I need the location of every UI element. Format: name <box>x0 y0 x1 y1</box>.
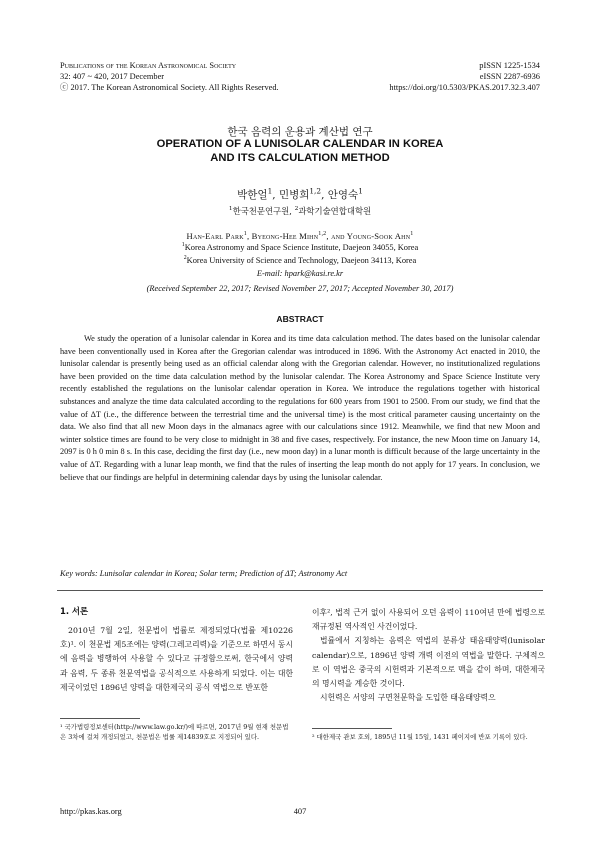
footnote-1: ¹ 국가법령정보센터(http://www.law.go.kr/)에 따르면, 2017년 9월 현재 천문법은 3차에 걸쳐 개정되었고, 천문법은 법률 제14839호로 지정되어 있다. <box>60 723 289 741</box>
abstract-text: We study the operation of a lunisolar calendar in Korea and its time data calculation method. The dates based on the lunisolar calendar have been conventionally used in Korea after the Gregorian calendar was introduced in 1896. With the Astronomy Act enacted in 2010, the lunisolar calendar is presently being used as an official calendar along with the Gregorian calendar. However, no institutionalized regulations have been provided on the time data calculation method by the lunisolar calendar. The Korea Astronomy and Space Science Institute very recently established the regulations on the lunisolar calendar operation in Korea. We introduce the regulations together with historical substances and analyze the time data calculated according to the regulations for 600 years from 1901 to 2500. From our study, we find that the value of ΔT (i.e., the difference between the terrestrial time and the universal time) is the most critical parameter causing uncertainty on the data. We also find that all new Moon days in the almanacs agree with our calculations since 1912. Meanwhile, we find that new Moon and winter solstice times are found to be very close to midnight in 38 and five cases, respectively. For instance, the new Moon time on January 14, 2097 is 0 h 0 min 8 s. In this case, deciding the first day (i.e., new moon day) in a lunar month is difficult because of the large uncertainty in the value of ΔT. Regarding with a lunar leap month, we find that the rules of inserting the leap month do not apply for 17 years. In conclusion, we believe that our findings are helpful in determining calendar days by using the lunisolar calendar. <box>60 334 540 482</box>
affil-ko-1: 한국천문연구원, <box>232 206 295 216</box>
sep: , <box>272 189 279 201</box>
sep: , <box>321 189 328 201</box>
doi-link[interactable]: https://doi.org/10.5303/PKAS.2017.32.3.407 <box>389 83 540 92</box>
author-en-3: Young-Sook Ahn <box>346 231 411 241</box>
pissn: pISSN 1225-1534 <box>479 61 540 70</box>
eissn: eISSN 2287-6936 <box>479 72 540 81</box>
received-dates: (Received September 22, 2017; Revised November 27, 2017; Accepted November 30, 2017) <box>146 284 454 293</box>
abstract-heading: ABSTRACT <box>276 314 324 324</box>
author-en-2: Byeong-Hee Mihn <box>251 231 319 241</box>
author-ko-1: 박한얼 <box>237 189 268 201</box>
footnote-rule-right <box>312 728 392 729</box>
authors-korean <box>0 187 600 202</box>
footnote-2: ² 대한제국 관보 호외, 1895년 11월 15일, 1431 페이지에 반포 기록이 있다. <box>312 733 528 741</box>
author-ko-3-sup: 1 <box>358 186 363 196</box>
affiliation-korean <box>0 205 600 217</box>
affil-en-2-text: Korea University of Science and Technology, Daejeon 34113, Korea <box>186 256 417 265</box>
right-paragraph-1: 이후², 법적 근거 없이 사용되어 오던 음력이 110여년 만에 법령으로 재규정된 역사적인 사건이었다. <box>312 608 545 632</box>
author-en-1: Han-Earl Park <box>186 231 244 241</box>
footnote-rule-left <box>60 718 140 719</box>
page-number: 407 <box>293 807 307 816</box>
affiliation-english-2 <box>0 256 600 265</box>
sep: , <box>246 231 252 241</box>
title-english-line1: OPERATION OF A LUNISOLAR CALENDAR IN KOREA <box>156 138 444 150</box>
author-ko-2-sup: 1,2 <box>309 186 322 196</box>
author-en-1-sup: 1 <box>243 231 247 238</box>
title-korean: 한국 음력의 운용과 계산법 연구 <box>227 126 373 138</box>
affiliation-english-1 <box>0 243 600 252</box>
left-paragraph: 2010년 7월 2일, 천문법이 법률로 제정되었다(법률 제10226호)¹. 이 천문법 제5조에는 양력(그레고리력)을 기준으로 하면서 동시에 음력을 병행하여 사용할 수 있다고 규정함으로써, 한국에서 양력과 음력, 두 종류 천문역법을 공식적으로 사용하게 되었다. 이는 대한제국이었던 1896년 양력을 대한제국의 공식 역법으로 반포한 <box>60 626 293 692</box>
email[interactable]: E-mail: hpark@kasi.re.kr <box>256 269 344 278</box>
sep-and: , and <box>326 231 347 241</box>
footer-url[interactable]: http://pkas.kas.org <box>60 807 122 816</box>
abstract-body <box>60 333 540 484</box>
authors-english <box>0 231 600 241</box>
affil-en-2-sup: 2 <box>183 255 187 262</box>
affil-ko-sup1: 1 <box>228 206 233 213</box>
author-en-2-sup: 1,2 <box>318 231 327 238</box>
right-column <box>312 606 545 705</box>
journal-name: Publications of the Korean Astronomical Society <box>60 61 237 70</box>
section-heading: 1. 서론 <box>60 606 89 616</box>
affil-ko-2: 과학기술연합대학원 <box>298 206 372 216</box>
title-english-line2: AND ITS CALCULATION METHOD <box>210 152 390 164</box>
right-paragraph-3: 시헌력은 서양의 구면천문학을 도입한 태음태양력으 <box>320 693 496 703</box>
title-english <box>0 137 600 165</box>
affil-ko-sup2: 2 <box>294 206 299 213</box>
volume-pages: 32: 407 ~ 420, 2017 December <box>60 72 165 81</box>
right-paragraph-2: 법률에서 지칭하는 음력은 역법의 분류상 태음태양력(lunisolar calendar)으로, 1896년 양력 개력 이전의 역법을 말한다. 구체적으로 이 역법은 중국의 시헌력과 기본적으로 맥을 같이 하며, 대한제국의 명시력을 계승한 것이다. <box>312 636 545 689</box>
author-ko-2: 민병희 <box>278 189 310 201</box>
affil-en-1-sup: 1 <box>181 242 185 249</box>
left-column <box>60 624 293 695</box>
section-divider <box>57 590 543 591</box>
affil-en-1-text: Korea Astronomy and Space Science Institute, Daejeon 34055, Korea <box>184 243 419 252</box>
author-ko-3: 안영숙 <box>327 189 359 201</box>
author-en-3-sup: 1 <box>410 231 414 238</box>
copyright: ⓒ 2017. The Korean Astronomical Society. All Rights Reserved. <box>60 83 279 92</box>
keywords: Key words: Lunisolar calendar in Korea; Solar term; Prediction of ΔT; Astronomy Act <box>60 569 348 578</box>
author-ko-1-sup: 1 <box>267 186 273 196</box>
